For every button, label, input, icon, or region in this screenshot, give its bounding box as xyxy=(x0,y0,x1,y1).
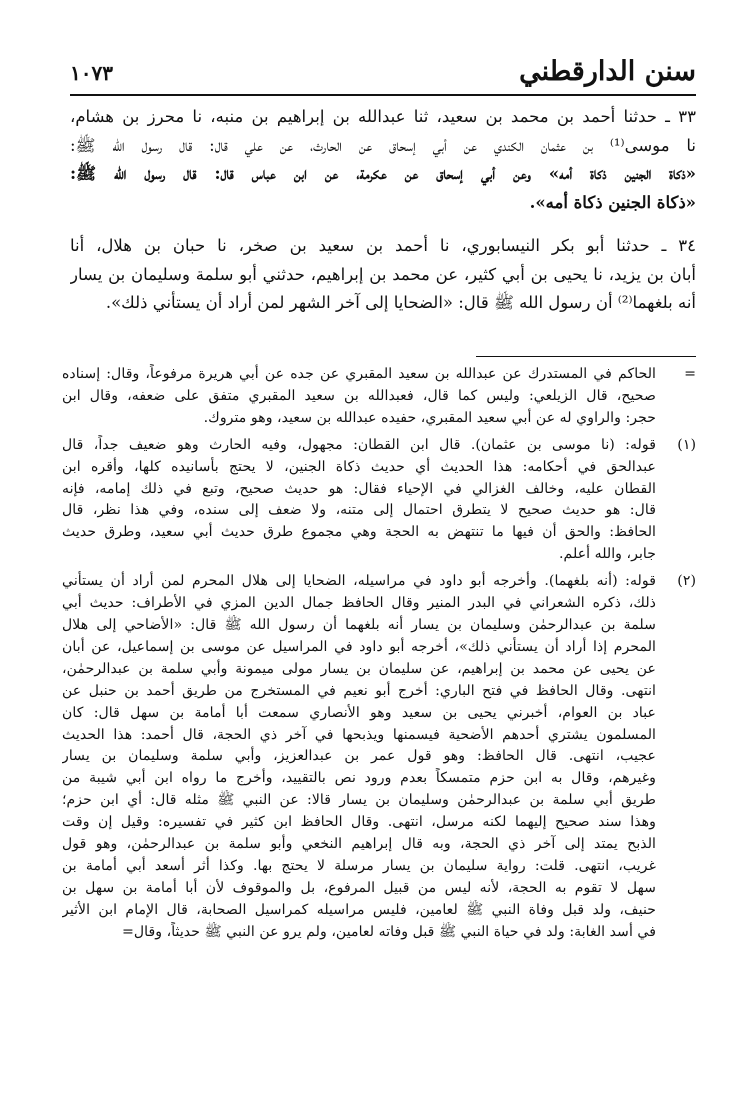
hadith-34 xyxy=(70,232,696,318)
page-header xyxy=(70,52,696,92)
footnote-line: قوله: (نا موسى بن عثمان). قال ابن القطان: مجهول، وفيه الحارث وهو ضعيف جداً، قال xyxy=(62,436,656,453)
footnote-line: سهل لا تقوم به الحجة، لأنه ليس من قبيل المرفوع، بل والموقوف لأن أبا أمامة بن سهل بن xyxy=(62,879,656,896)
footnote-line: الذبح يمتد إلى آخر ذي الحجة، وبه قال إبراهيم النخعي وأبو سلمة بن عبدالرحمٰن، وهو قول xyxy=(62,836,656,853)
hadith-33 xyxy=(70,103,696,217)
footnote-line: حجر: والراوي له عن أبي سعيد المقبري، حفيده عبدالله بن سعيد، وهو متروك. xyxy=(203,409,656,426)
footnote-line: المسلمون يشتري أحدهم الأضحية فيسمنها ويذبحها في آخر ذي الحجة، قال أحمد: هذا الحديث xyxy=(62,726,656,743)
footnote-line: وهذا سند صحيح إليهما لكنه مرسل، انتهى. وقال الحافظ ابن كثير في تفسيره: وقيل إن وقت xyxy=(62,814,656,831)
footnote-line: الحاكم في المستدرك عن عبدالله بن سعيد المقبري عن جده عن أبي هريرة مرفوعاً، وقال: إسناده xyxy=(62,366,656,382)
footnote-line: ذلك، ذكره الشعراني في البدر المنير وقال الحافظ جمال الدين المزي في الأطراف: حديث أبي xyxy=(62,595,656,612)
hadith-line: أبان بن يزيد، نا يحيى بن أبي كثير، عن محمد بن إبراهيم، حدثني أبو سلمة وسليمان بن يسار xyxy=(70,264,696,284)
footnote-line: الحافظ: والحق أن فيها ما تنتهض به الحجة وهي مجموع طرق حديث أبي سعيد، وطرق حديث xyxy=(62,524,656,541)
footnote-line: قال: هو حديث صحيح لا يتطرق احتمال إلى متنه، ولا ضعف إلى سنده، وفي هذا نظر، قال xyxy=(62,502,656,519)
hadith-line: أنه بلغهما⁽²⁾ أن رسول الله ﷺ قال: «الضحايا إلى آخر الشهر لمن أراد أن يستأني ذلك». xyxy=(105,293,696,312)
footnote-marker: = xyxy=(684,366,696,382)
footnote-line: انتهى. وقال الحافظ في فتح الباري: أخرج أبو نعيم في المستخرج من طريق أحمد بن حنبل عن xyxy=(62,682,656,699)
footnote-line: سلمة بن عبدالرحمٰن وسليمان بن يسار أنه بلغهما أن رسول الله ﷺ قال: «الأضاحي إلى هلال xyxy=(62,616,656,633)
footnote-line: وغيرهم، وقال به ابن حزم متمسكاً بعدم ورود نص بالتقييد، وأخرج ما رواه ابن أبي شيبة من xyxy=(62,770,656,787)
hadith-line: ٣٣ ـ حدثنا أحمد بن محمد بن سعيد، ثنا عبدالله بن إبراهيم بن منبه، نا محرز بن هشام، xyxy=(70,107,696,126)
header-divider xyxy=(70,94,696,96)
footnote-line: عباد بن العوام، أخبرني يحيى بن سعيد وهو الأنصاري سمعت أبا أمامة بن سهل قال: كان xyxy=(62,704,656,721)
footnote-line: صحيح، قال الزيلعي: وليس كما قال، فعبدالله بن سعيد المقبري متفق على ضعفه، وقال ابن xyxy=(62,387,656,404)
footnote-2 xyxy=(62,571,696,943)
footnote-line: جابر، والله أعلم. xyxy=(559,546,656,563)
footnote-line: طريق أبي سلمة بن عبدالرحمٰن وسليمان بن يسار قالا: عن النبي ﷺ مثله قال: أي ابن حزم؛ xyxy=(62,792,656,809)
footnote-divider xyxy=(476,356,696,357)
footnote-marker: (٢) xyxy=(677,573,696,590)
hadith-line: «ذكاة الجنين ذكاة أمه». xyxy=(529,192,696,212)
footnote-line: في أسد الغابة: ولد في حياة النبي ﷺ قبل وفاته لعامين، ولم يرو عن النبي ﷺ حديثاً، وقال= xyxy=(121,923,656,940)
footnote-marker: (١) xyxy=(677,436,696,453)
footnote-line: عن يحيى عن محمد بن إبراهيم، عن سليمان بن يسار مولى ميمونة وأبي سلمة بن عبدالرحمٰن، xyxy=(62,660,656,677)
footnote-1 xyxy=(62,435,696,566)
footnote-line: المحرم إذا أراد أن يستأني ذلك»، أخرجه أبو داود في المراسيل عن موسى بن إسماعيل، عن أبان xyxy=(62,638,656,655)
footnote-line: عبدالحق في أحكامه: هذا الحديث أي حديث ذكاة الجنين، لا يحتج بأسانيده كلها، وأقره ابن xyxy=(62,458,656,475)
footnote-line: حنيف، ولد قبل وفاة النبي ﷺ لعامين، فليس مراسيله كمراسيل الصحابة، قال الإمام ابن الأثير xyxy=(62,901,656,918)
page-number: ١٠٧٣ xyxy=(70,61,113,85)
hadith-line: «ذكاة الجنين ذكاة أمه» وعن أبي إسحاق عن عكرمة، عن ابن عباس قال: قال رسول الله ﷺ: xyxy=(70,164,696,183)
footnote-line: قوله: (أنه بلغهما). وأخرجه أبو داود في مراسيله، الضحايا إلى هلال المحرم لمن أراد أن يستأني xyxy=(62,573,656,590)
footnote-line: القطان عليه، وخالف الغزالي في الإحياء فقال: هو حديث صحيح، وتبع في ذلك إمامه، فإنه xyxy=(62,480,656,497)
hadith-line: نا موسى⁽¹⁾ بن عثمان الكندي عن أبي إسحاق عن الحارث، عن علي قال: قال رسول الله ﷺ: xyxy=(70,135,696,155)
footnote-continuation xyxy=(62,364,696,430)
hadith-line: ٣٤ ـ حدثنا أبو بكر النيسابوري، نا أحمد بن سعيد بن صخر، نا حبان بن هلال، أنا xyxy=(70,236,696,255)
footnote-line: غريب، انتهى. قلت: رواية سليمان بن يسار مرسلة لا يحتج بها. وكذا أثر أسعد أبي أمامة بن xyxy=(62,857,656,874)
footnote-line: عجيب، انتهى. قال الحافظ: وهو قول عمر بن عبدالعزيز، وأبي سلمة وسليمان بن يسار xyxy=(62,748,656,765)
main-text xyxy=(70,103,696,318)
book-title: سنن الدارقطني xyxy=(519,56,696,87)
footnotes xyxy=(62,364,696,949)
